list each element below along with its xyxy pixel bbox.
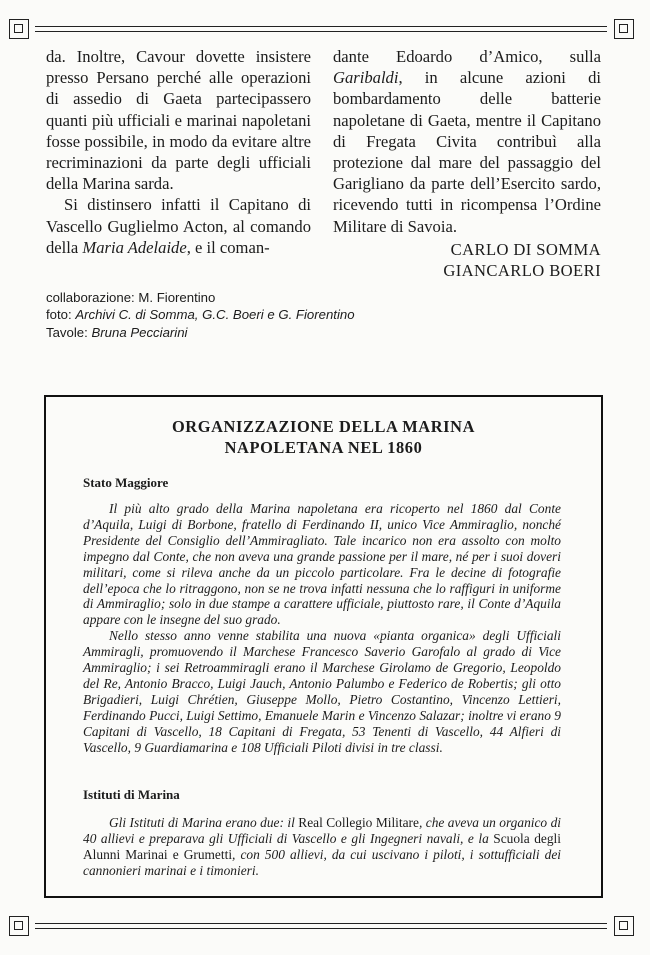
box-title: ORGANIZZAZIONE DELLA MARINA NAPOLETANA NEL 1860 bbox=[171, 417, 476, 457]
paragraph: dante Edoardo d’Amico, sulla Garibaldi, in alcune azioni di bombardamento delle batterie napoletane di Gaeta, mentre il Capitano di Fregata Civita contribuì alla protezione dal mare del passaggio del Garigliano da parte dell’Esercito sardo, ricevendo tutti in ricompensa l’Ordine Militare di Savoia. bbox=[333, 47, 601, 236]
credit-line-tavole: Tavole: Bruna Pecciarini bbox=[46, 324, 188, 340]
ship-name: Garibaldi bbox=[333, 68, 399, 88]
corner-ornament-bottom-right bbox=[614, 916, 634, 936]
credit-line-collaborazione: collaborazione: M. Fiorentino bbox=[46, 290, 216, 305]
credit-line-foto: foto: Archivi C. di Somma, G.C. Boeri e G. Fiorentino bbox=[46, 307, 355, 323]
paragraph: Nello stesso anno venne stabilita una nuova «pianta organica» degli Ufficiali Ammiragli, promuovendo il Marchese Francesco Saverio Garofalo al grado di Vice Ammiraglio; i sei Retroammiragli erano il Marchese Girolamo de Gregorio, Leopoldo del Re, Antonio Bracco, Luigi Jauch, Antonio Palumbo e Federico de Robertis; gli otto Brigadieri, Luigi Chrétien, Giuseppe Mollo, Pietro Costantino, Vincenzo Lettieri, Ferdinando Pucci, Luigi Settimo, Emanuele Marin e Vincenzo Salazar; inoltre vi erano 9 Capitani di Vascello, 18 Capitani di Fregata, 53 Tenenti di Vascello, 44 Alfieri di Vascello, 9 Guardiamarina e 108 Ufficiali Piloti divisi in tre classi. bbox=[83, 628, 561, 755]
sidebar-box bbox=[44, 395, 603, 898]
credits-block bbox=[46, 289, 355, 341]
corner-ornament-top-left bbox=[9, 19, 29, 39]
section-body bbox=[83, 501, 561, 756]
section-body bbox=[83, 815, 561, 879]
bottom-border-rule bbox=[35, 923, 607, 929]
paragraph: Gli Istituti di Marina erano due: il Real Collegio Militare, che aveva un organico di 40 allievi e preparava gli Ufficiali di Vascello e gli Ingegneri navali, e la Scuola degli Alunni Marinai e Grumetti, con 500 allievi, da cui uscivano i piloti, i sottufficiali dei cannonieri marinai e i timonieri. bbox=[83, 815, 561, 878]
author-name: GIANCARLO BOERI bbox=[443, 261, 601, 281]
paragraph: Si distinsero infatti il Capitano di Vascello Guglielmo Acton, al comando della Maria Adelaide, e il coman- bbox=[46, 195, 311, 257]
corner-ornament-bottom-left bbox=[9, 916, 29, 936]
corner-ornament-top-right bbox=[614, 19, 634, 39]
paragraph: Il più alto grado della Marina napoletana era ricoperto nel 1860 dal Conte d’Aquila, Luigi di Borbone, fratello di Ferdinando II, unico Vice Ammiraglio, nonché Presidente del Consiglio dell’Ammiragliato. Tale incarico non era assolto con molto impegno dal Conte, che non aveva una grande passione per il mare, né per i suoi doveri militari, come si rileva anche da un piccolo particolare. Fra le decine di fotografie dell’epoca che lo ritraggono, non se ne trova infatti nessuna che lo raffiguri in uniforme di Ammiraglio; solo in due stampe a carattere ufficiale, piuttosto rare, il Conte d’Aquila appare con le insegne del suo grado. bbox=[83, 501, 561, 628]
text-column-left bbox=[46, 46, 311, 258]
section-heading: Stato Maggiore bbox=[83, 475, 169, 490]
section-heading: Istituti di Marina bbox=[83, 787, 180, 802]
ship-name: Maria Adelaide bbox=[82, 237, 187, 257]
author-name: CARLO DI SOMMA bbox=[450, 239, 601, 259]
top-border-rule bbox=[35, 26, 607, 32]
paragraph: da. Inoltre, Cavour dovette insistere presso Persano perché alle operazioni di assedio di Gaeta partecipassero quanti più ufficiali e marinai napoletani fosse possibile, in modo da evitare altre recriminazioni da parte degli ufficiali della Marina sarda. bbox=[46, 47, 311, 194]
text-column-right bbox=[333, 46, 601, 281]
